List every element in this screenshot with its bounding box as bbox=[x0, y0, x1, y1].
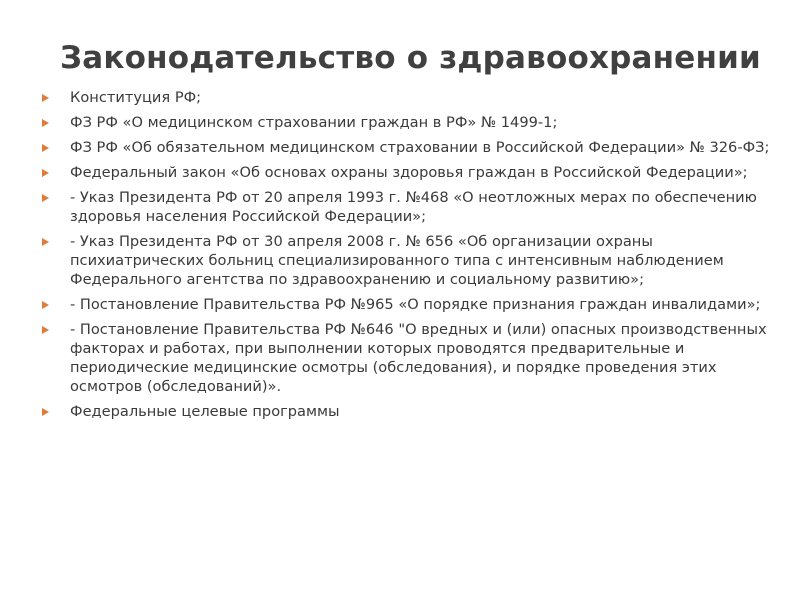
triangle-bullet-icon bbox=[42, 402, 54, 421]
list-item bbox=[40, 163, 780, 182]
list-item-text: - Постановление Правительства РФ №965 «О порядке признания граждан инвалидами»; bbox=[70, 296, 761, 313]
triangle-bullet-icon bbox=[42, 138, 54, 157]
triangle-bullet-icon bbox=[42, 295, 54, 314]
list-item bbox=[40, 232, 780, 289]
slide-title: Законодательство о здравоохранении bbox=[60, 40, 761, 76]
list-item bbox=[40, 113, 780, 132]
list-item bbox=[40, 295, 780, 314]
list-item-text: ФЗ РФ «Об обязательном медицинском страховании в Российской Федерации» № 326-ФЗ; bbox=[70, 139, 770, 156]
triangle-bullet-icon bbox=[42, 320, 54, 339]
list-item-text: Федеральный закон «Об основах охраны здоровья граждан в Российской Федерации»; bbox=[70, 164, 748, 181]
triangle-bullet-icon bbox=[42, 88, 54, 107]
triangle-bullet-icon bbox=[42, 188, 54, 207]
list-item bbox=[40, 320, 780, 396]
list-item-text: - Указ Президента РФ от 20 апреля 1993 г. №468 «О неотложных мерах по обеспечению здоровья населения Российской Федерации»; bbox=[70, 189, 757, 225]
list-item-text: ФЗ РФ «О медицинском страховании граждан в РФ» № 1499-1; bbox=[70, 114, 558, 131]
list-item-text: - Указ Президента РФ от 30 апреля 2008 г. № 656 «Об организации охраны психиатрических больниц специализированного типа с интенсивным наблюдением Федерального агентства по здравоохранению и социальному развитию»; bbox=[70, 233, 724, 288]
triangle-bullet-icon bbox=[42, 163, 54, 182]
triangle-bullet-icon bbox=[42, 113, 54, 132]
list-item bbox=[40, 138, 780, 157]
triangle-bullet-icon bbox=[42, 232, 54, 251]
list-item bbox=[40, 402, 780, 421]
bullet-list bbox=[40, 88, 780, 427]
list-item bbox=[40, 88, 780, 107]
list-item-text: Федеральные целевые программы bbox=[70, 403, 340, 420]
list-item-text: - Постановление Правительства РФ №646 "О вредных и (или) опасных производственных факторах и работах, при выполнении которых проводятся предварительные и периодические медицинские осмотры (обследования), и порядке проведения этих осмотров (обследований)». bbox=[70, 321, 767, 395]
list-item bbox=[40, 188, 780, 226]
list-item-text: Конституция РФ; bbox=[70, 89, 202, 106]
